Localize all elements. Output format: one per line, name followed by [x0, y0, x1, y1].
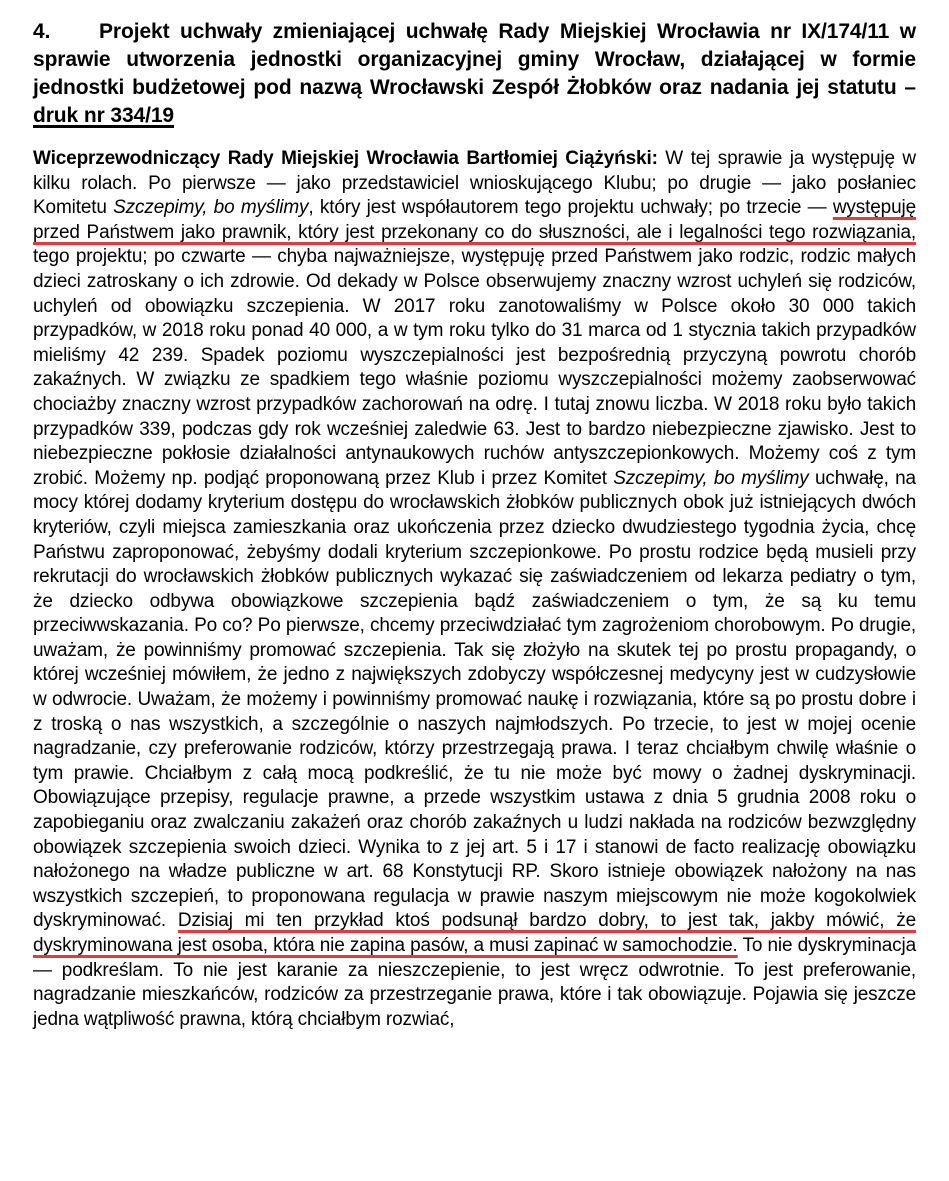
druk-reference: druk nr 334/19 [33, 104, 175, 127]
agenda-item-heading [33, 18, 916, 130]
red-underlined-passage: występuję przed Państwem jako prawnik, który jest przekonany co do słuszności, ale i legalności tego rozwiązania, [33, 197, 916, 243]
speech-segment: tego projektu; po czwarte — chyba najważniejsze, występuję przed Państwem jako rodzic, rodzic małych dzieci zatroskany o ich zdrowie. Od dekady w Polsce obserwujemy znaczny wzrost uchyleń się rodziców, uchyleń od obowiązku szczepienia. W 2017 roku zanotowaliśmy w Polsce około 30 000 takich przypadków, w 2018 roku ponad 40 000, a w tym roku tylko do 31 marca od 1 stycznia takich przypadków mieliśmy 42 239. Spadek poziomu wyszczepialności jest bezpośrednią przyczyną powrotu chorób zakaźnych. W związku ze spadkiem tego właśnie poziomu wyszczepialności możemy zaobserwować chociażby znaczny wzrost przypadków zachorowań na odrę. I tutaj znowu liczba. W 2018 roku było takich przypadków 339, podczas gdy rok wcześniej zaledwie 63. Jest to bardzo niebezpieczne zjawisko. Jest to niebezpieczne pokłosie działalności antynaukowych ruchów antyszczepionkowych. Możemy coś z tym zrobić. Możemy np. podjąć proponowaną przez Klub i przez Komitet [33, 246, 916, 489]
speech-segment: , który jest współautorem tego projektu uchwały; po trzecie — [308, 197, 833, 219]
committee-name-italic: Szczepimy, bo myślimy [613, 467, 809, 489]
red-underlined-passage: Dzisiaj mi ten przykład ktoś podsunął bardzo dobry, to jest tak, jakby mówić, że dyskryminowana jest osoba, która nie zapina pasów, a musi zapinać w samochodzie. [33, 910, 916, 956]
speaker-name: Wiceprzewodniczący Rady Miejskiej Wrocławia Bartłomiej Ciążyński: [33, 148, 658, 169]
committee-name-italic: Szczepimy, bo myślimy [113, 197, 309, 219]
speech-segment: To nie dyskryminacja — podkreślam. To nie jest karanie za nieszczepienie, to jest wręcz odwrotnie. To jest preferowanie, nagradzanie mieszkańców, rodziców za przestrzeganie prawa, które i tak obowiązuje. Pojawia się jeszcze jedna wątpliwość prawna, którą chciałbym rozwiać, [33, 935, 916, 1030]
speech-segment: W tej sprawie ja występuję w kilku rolach. Po pierwsze — jako przedstawiciel wnioskującego Klubu; po drugie — jako posłaniec Komitetu [33, 148, 916, 219]
speech-paragraph [33, 147, 916, 1032]
speech-segment: uchwałę, na mocy której dodamy kryterium dostępu do wrocławskich żłobków publicznych obok już istniejących dwóch kryteriów, czyli miejsca zamieszkania oraz ukończenia przez dziecko dwudziestego tygodnia życia, chcę Państwu zaproponować, żebyśmy dodali kryterium szczepionkowe. Po prostu rodzice będą musieli przy rekrutacji do wrocławskich żłobków publicznych wykazać się zaświadczeniem od lekarza pediatry o tym, że dziecko odbywa obowiązkowe szczepienia bądź zaświadczeniem o tym, że są ku temu przeciwwskazania. Po co? Po pierwsze, chcemy przeciwdziałać tym zagrożeniom chorobowym. Po drugie, uważam, że powinniśmy promować szczepienia. Tak się złożyło na skutek tej po prostu propagandy, o której wcześniej mówiłem, że jedno z największych zdobyczy współczesnej medycyny jest w cudzysłowie w odwrocie. Uważam, że możemy i powinniśmy promować naukę i rozwiązania, które są po prostu dobre i z troską o nas wszystkich, a szczególnie o naszych najmłodszych. Po trzecie, to jest w mojej ocenie nagradzanie, czy preferowanie rodziców, którzy przestrzegają prawa. I teraz chciałbym chwilę właśnie o tym prawie. Chciałbym z całą mocą podkreślić, że tu nie może być mowy o żadnej dyskryminacji. Obowiązujące przepisy, regulacje prawne, a przede wszystkim ustawa z dnia 5 grudnia 2008 roku o zapobieganiu oraz zwalczaniu zakażeń oraz chorób zakaźnych u ludzi nakłada na rodziców bezwzględny obowiązek szczepienia swoich dzieci. Wynika to z jej art. 5 i 17 i stanowi de facto realizację obowiązku nałożonego na władze publiczne w art. 68 Konstytucji RP. Skoro istnieje obowiązek nałożony na nas wszystkich szczepień, to proponowana regulacja w prawie naszym miejscowym nie może kogokolwiek dyskryminować. [33, 467, 916, 932]
agenda-item-title: Projekt uchwały zmieniającej uchwałę Rady Miejskiej Wrocławia nr IX/174/11 w sprawie utworzenia jednostki organizacyjnej gminy Wrocław, działającej w formie jednostki budżetowej pod nazwą Wrocławski Zespół Żłobków oraz nadania jej statutu – [33, 20, 916, 99]
agenda-item-number: 4. [33, 20, 51, 43]
